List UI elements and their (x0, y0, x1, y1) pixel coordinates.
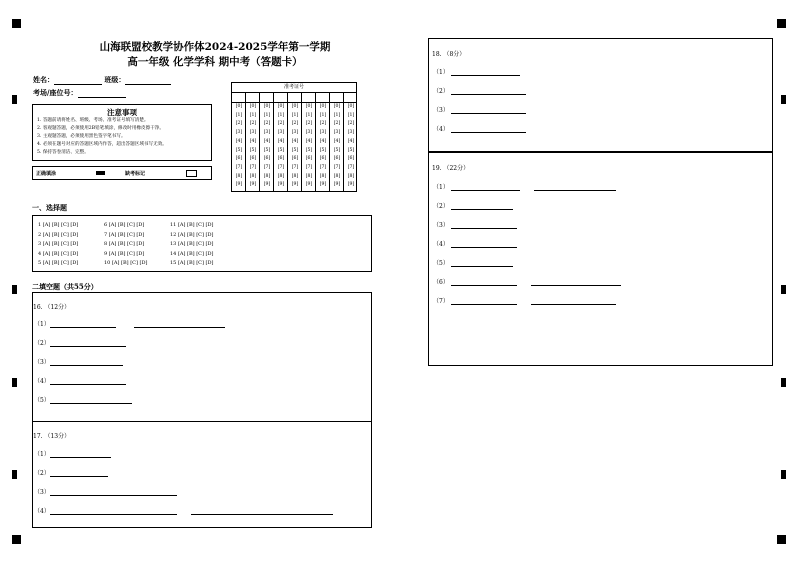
exam-number-digit[interactable]: [2] (249, 121, 257, 127)
exam-number-digit[interactable]: [5] (305, 147, 313, 153)
mc-question-3[interactable] (38, 241, 78, 247)
q19-answer-blank[interactable] (451, 228, 517, 229)
q17-answer-blank[interactable] (50, 495, 177, 496)
notes-line-3: 3. 主观题答题，必须使用黑色签字笔书写。 (37, 134, 126, 139)
mc-options[interactable]: [A] [B] [C] [D] (108, 222, 145, 228)
seat-label: 考场/座位号： (33, 88, 78, 97)
class-blank[interactable] (125, 77, 171, 85)
q19-answer-blank[interactable] (451, 190, 520, 191)
mc-options[interactable]: [A] [B] [C] [D] (177, 222, 214, 228)
mc-question-number: 7 (104, 231, 109, 238)
q17-part-label: （1） (34, 451, 50, 458)
exam-number-digit[interactable]: [2] (277, 121, 285, 127)
q17-part-label: （2） (34, 470, 50, 477)
exam-number-digit[interactable]: [8] (249, 173, 257, 179)
q17-answer-blank[interactable] (50, 476, 108, 477)
exam-number-column (330, 92, 344, 102)
mc-options[interactable]: [A] [B] [C] [D] (42, 231, 79, 238)
mc-options[interactable]: [A] [B] [C] [D] (111, 260, 148, 267)
exam-number-digit[interactable]: [0] (277, 104, 285, 109)
q19-part-label: （5） (433, 260, 449, 267)
exam-number-digit[interactable]: [3] (291, 130, 299, 136)
mc-question-15[interactable] (170, 260, 213, 266)
exam-number-label: 准考证号 (232, 83, 356, 93)
exam-number-digit[interactable]: [8] (277, 173, 285, 179)
exam-number-digit[interactable]: [4] (347, 138, 355, 144)
corner-mark-top-right (777, 19, 786, 28)
exam-number-digit[interactable]: [6] (347, 156, 355, 162)
q19-answer-blank[interactable] (451, 247, 517, 248)
exam-number-grid[interactable] (231, 82, 357, 192)
notes-line-1: 1. 答题前请将姓名、班级、考场、准考证号填写清楚。 (37, 118, 149, 123)
exam-number-digit[interactable]: [1] (263, 112, 271, 118)
exam-number-digit[interactable]: [0] (319, 104, 327, 109)
exam-number-column (274, 92, 288, 102)
mc-options[interactable]: [A] [B] [C] [D] (108, 231, 145, 238)
fill-example-box (32, 166, 212, 180)
exam-number-digit[interactable]: [3] (263, 130, 271, 136)
exam-number-digit[interactable]: [5] (263, 147, 271, 153)
exam-number-column (302, 92, 316, 102)
exam-number-digit[interactable]: [3] (347, 130, 355, 136)
exam-number-digit[interactable]: [5] (235, 147, 243, 153)
q19-part-label: （3） (433, 222, 449, 229)
name-blank[interactable] (54, 77, 102, 85)
exam-number-digit[interactable]: [1] (319, 112, 327, 118)
exam-number-digit[interactable]: [3] (235, 130, 243, 136)
exam-number-write-row-divider (232, 102, 356, 103)
q16-part-label: （3） (34, 359, 50, 366)
q16-answer-blank[interactable] (50, 327, 116, 328)
mc-question-7[interactable] (104, 232, 144, 238)
side-mark-left-4 (12, 470, 17, 479)
page-subtitle: 高一年级 化学学科 期中考（答题卡） (127, 56, 303, 68)
q19-box (428, 152, 773, 366)
exam-number-digit[interactable]: [6] (249, 156, 257, 162)
side-mark-left-2 (12, 285, 17, 294)
absent-mark-box[interactable] (186, 170, 197, 177)
exam-number-digit[interactable]: [0] (305, 104, 313, 109)
mc-question-number: 13 (170, 241, 178, 248)
q16-answer-blank[interactable] (50, 365, 123, 366)
exam-number-column (246, 92, 260, 102)
mc-question-10[interactable] (104, 260, 147, 266)
exam-number-digit[interactable]: [6] (319, 156, 327, 162)
exam-number-digit[interactable]: [2] (291, 121, 299, 127)
q19-part-label: （2） (433, 203, 449, 210)
exam-number-digit[interactable]: [9] (305, 182, 313, 188)
exam-number-digit[interactable]: [5] (249, 147, 257, 153)
seat-blank[interactable] (78, 90, 126, 98)
exam-number-digit[interactable]: [8] (333, 173, 341, 179)
q18-answer-blank[interactable] (451, 132, 526, 133)
exam-number-digit[interactable]: [6] (305, 156, 313, 162)
exam-number-digit[interactable]: [7] (235, 164, 243, 170)
q19-answer-blank[interactable] (451, 304, 517, 305)
exam-number-digit[interactable]: [3] (277, 130, 285, 136)
q19-answer-blank[interactable] (451, 285, 517, 286)
exam-number-digit[interactable]: [0] (333, 104, 341, 109)
mc-question-number: 4 (38, 250, 43, 257)
exam-number-digit[interactable]: [8] (263, 173, 271, 179)
section1-title: 一、选择题 (32, 203, 67, 212)
q17-part-label: （3） (34, 489, 50, 496)
exam-number-digit[interactable]: [6] (235, 156, 243, 162)
exam-number-digit[interactable]: [5] (333, 147, 341, 153)
exam-number-digit[interactable]: [4] (249, 138, 257, 144)
mc-options[interactable]: [A] [B] [C] [D] (108, 241, 145, 248)
q18-part-label: （1） (433, 69, 449, 76)
q16-title: 16. （12分） (33, 304, 71, 311)
q16-answer-blank[interactable] (50, 346, 126, 347)
q19-title: 19. （22分） (432, 165, 470, 172)
mc-answer-box[interactable] (32, 215, 372, 272)
absent-mark-label: 缺考标记 (125, 171, 146, 177)
mc-question-6[interactable] (104, 222, 144, 228)
exam-number-digit[interactable]: [7] (249, 164, 257, 170)
side-mark-right-1 (781, 95, 786, 104)
mc-question-11[interactable] (170, 222, 213, 228)
corner-mark-bottom-left (12, 535, 21, 544)
notes-title: 注意事项 (107, 108, 137, 117)
exam-number-digit[interactable]: [1] (347, 112, 355, 118)
exam-number-digit[interactable]: [9] (347, 182, 355, 188)
exam-number-digit[interactable]: [1] (249, 112, 257, 118)
q17-title: 17. （13分） (33, 433, 71, 440)
q19-answer-blank[interactable] (451, 209, 513, 210)
exam-number-digit[interactable]: [2] (333, 121, 341, 127)
exam-number-digit[interactable]: [6] (277, 156, 285, 162)
exam-number-digit[interactable]: [7] (291, 164, 299, 170)
exam-number-digit[interactable]: [4] (305, 138, 313, 144)
exam-number-digit[interactable]: [3] (249, 130, 257, 136)
section2-title: 二填空题（共55分） (32, 282, 98, 291)
exam-number-digit[interactable]: [1] (291, 112, 299, 118)
exam-number-digit[interactable]: [0] (347, 104, 355, 109)
side-mark-right-2 (781, 285, 786, 294)
exam-number-digit[interactable]: [9] (249, 182, 257, 188)
mc-question-5[interactable] (38, 260, 78, 266)
exam-number-digit[interactable]: [4] (319, 138, 327, 144)
exam-number-column (344, 92, 358, 102)
side-mark-left-1 (12, 95, 17, 104)
exam-number-digit[interactable]: [9] (277, 182, 285, 188)
side-mark-left-3 (12, 378, 17, 387)
mc-question-number: 14 (170, 250, 178, 257)
exam-number-digit[interactable]: [9] (291, 182, 299, 188)
exam-number-digit[interactable]: [4] (263, 138, 271, 144)
exam-number-digit[interactable]: [4] (333, 138, 341, 144)
exam-number-digit[interactable]: [8] (235, 173, 243, 179)
exam-number-digit[interactable]: [5] (291, 147, 299, 153)
q16-part-label: （2） (34, 340, 50, 347)
notes-line-2: 2. 客观题答题，必须使用2B铅笔填涂，修改时用橡皮擦干净。 (37, 126, 164, 131)
mc-question-number: 3 (38, 241, 43, 248)
exam-number-column (288, 92, 302, 102)
q19-part-label: （6） (433, 279, 449, 286)
side-mark-right-4 (781, 470, 786, 479)
correct-fill-sample (96, 171, 105, 175)
exam-number-digit[interactable]: [7] (319, 164, 327, 170)
mc-question-8[interactable] (104, 241, 144, 247)
mc-question-12[interactable] (170, 232, 213, 238)
mc-question-number: 8 (104, 241, 109, 248)
q19-part-label: （7） (433, 298, 449, 305)
seat-field[interactable] (33, 88, 126, 98)
exam-number-digit[interactable]: [2] (319, 121, 327, 127)
exam-number-digit[interactable]: [2] (263, 121, 271, 127)
exam-number-digit[interactable]: [3] (333, 130, 341, 136)
corner-mark-bottom-right (777, 535, 786, 544)
exam-number-digit[interactable]: [9] (319, 182, 327, 188)
q16-part-label: （4） (34, 378, 50, 385)
mc-question-number: 5 (38, 260, 43, 267)
mc-question-number: 15 (170, 260, 178, 267)
q17-answer-blank[interactable] (50, 514, 177, 515)
notes-line-5: 5. 保持答卷清洁、完整。 (37, 150, 89, 155)
mc-question-number: 12 (170, 231, 178, 238)
exam-number-digit[interactable]: [1] (333, 112, 341, 118)
q16-part-label: （5） (34, 397, 50, 404)
q19-answer-blank[interactable] (534, 190, 616, 191)
mc-options[interactable]: [A] [B] [C] [D] (177, 241, 214, 248)
exam-number-digit[interactable]: [7] (277, 164, 285, 170)
q18-part-label: （2） (433, 88, 449, 95)
exam-number-digit[interactable]: [1] (277, 112, 285, 118)
exam-number-digit[interactable]: [9] (333, 182, 341, 188)
exam-number-digit[interactable]: [6] (291, 156, 299, 162)
q19-answer-blank[interactable] (451, 266, 513, 267)
exam-number-column (232, 92, 246, 102)
mc-question-number: 1 (38, 222, 43, 228)
exam-number-digit[interactable]: [0] (249, 104, 257, 109)
exam-number-digit[interactable]: [5] (319, 147, 327, 153)
mc-question-14[interactable] (170, 251, 213, 257)
exam-number-digit[interactable]: [8] (319, 173, 327, 179)
mc-question-2[interactable] (38, 232, 78, 238)
exam-number-digit[interactable]: [3] (305, 130, 313, 136)
exam-number-digit[interactable]: [4] (291, 138, 299, 144)
mc-question-number: 6 (104, 222, 109, 228)
mc-question-4[interactable] (38, 251, 78, 257)
exam-number-column (260, 92, 274, 102)
exam-number-column (316, 92, 330, 102)
mc-options[interactable]: [A] [B] [C] [D] (42, 260, 79, 267)
exam-number-digit[interactable]: [0] (291, 104, 299, 109)
exam-number-digit[interactable]: [4] (277, 138, 285, 144)
exam-number-digit[interactable]: [1] (235, 112, 243, 118)
exam-number-digit[interactable]: [0] (235, 104, 243, 109)
mc-question-13[interactable] (170, 241, 213, 247)
name-label: 姓名： (33, 75, 54, 84)
mc-options[interactable]: [A] [B] [C] [D] (42, 250, 79, 257)
exam-number-digit[interactable]: [7] (347, 164, 355, 170)
page-title: 山海联盟校教学协作体2024-2025学年第一学期 (99, 41, 331, 53)
mc-options[interactable]: [A] [B] [C] [D] (177, 260, 214, 267)
q18-part-label: （4） (433, 126, 449, 133)
q16-q17-divider (33, 421, 371, 422)
q18-box (428, 38, 773, 152)
exam-number-digit[interactable]: [7] (305, 164, 313, 170)
q17-part-label: （4） (34, 508, 50, 515)
notes-box (32, 104, 212, 161)
exam-number-digit[interactable]: [6] (333, 156, 341, 162)
q18-answer-blank[interactable] (451, 113, 526, 114)
q16-answer-blank[interactable] (50, 384, 126, 385)
mc-question-number: 9 (104, 250, 109, 257)
exam-number-digit[interactable]: [9] (263, 182, 271, 188)
q19-answer-blank[interactable] (531, 285, 621, 286)
q18-part-label: （3） (433, 107, 449, 114)
exam-number-digit[interactable]: [7] (333, 164, 341, 170)
q18-answer-blank[interactable] (451, 75, 520, 76)
exam-number-digit[interactable]: [1] (305, 112, 313, 118)
exam-number-digit[interactable]: [9] (235, 182, 243, 188)
q16-part-label: （1） (34, 321, 50, 328)
q16-answer-blank[interactable] (134, 327, 225, 328)
exam-number-digit[interactable]: [8] (291, 173, 299, 179)
mc-question-number: 2 (38, 231, 43, 238)
q16-answer-blank[interactable] (50, 403, 132, 404)
exam-number-digit[interactable]: [4] (235, 138, 243, 144)
q19-answer-blank[interactable] (531, 304, 616, 305)
q18-answer-blank[interactable] (451, 94, 526, 95)
q18-title: 18. （8分） (432, 51, 466, 58)
q19-part-label: （1） (433, 184, 449, 191)
exam-number-digit[interactable]: [2] (235, 121, 243, 127)
corner-mark-top-left (12, 19, 21, 28)
mc-options[interactable]: [A] [B] [C] [D] (177, 250, 214, 257)
exam-number-digit[interactable]: [3] (319, 130, 327, 136)
q17-answer-blank[interactable] (50, 457, 111, 458)
mc-question-9[interactable] (104, 251, 144, 257)
side-mark-right-3 (781, 378, 786, 387)
exam-number-digit[interactable]: [8] (305, 173, 313, 179)
mc-options[interactable]: [A] [B] [C] [D] (108, 250, 145, 257)
mc-question-number: 10 (104, 260, 112, 267)
exam-number-digit[interactable]: [2] (347, 121, 355, 127)
mc-question-number: 11 (170, 222, 178, 228)
exam-number-digit[interactable]: [8] (347, 173, 355, 179)
mc-options[interactable]: [A] [B] [C] [D] (42, 222, 79, 228)
exam-number-digit[interactable]: [5] (277, 147, 285, 153)
name-field[interactable] (33, 75, 171, 85)
exam-number-digit[interactable]: [7] (263, 164, 271, 170)
exam-number-digit[interactable]: [0] (263, 104, 271, 109)
mc-options[interactable]: [A] [B] [C] [D] (177, 231, 214, 238)
q19-part-label: （4） (433, 241, 449, 248)
mc-options[interactable]: [A] [B] [C] [D] (42, 241, 79, 248)
exam-number-digit[interactable]: [2] (305, 121, 313, 127)
correct-fill-label: 正确填涂 (36, 171, 57, 177)
class-label: 班级： (104, 75, 126, 84)
exam-number-digit[interactable]: [6] (263, 156, 271, 162)
mc-question-1[interactable] (38, 222, 78, 228)
exam-number-digit[interactable]: [5] (347, 147, 355, 153)
q17-answer-blank[interactable] (191, 514, 333, 515)
notes-line-4: 4. 必须在题号对应的答题区域内作答，超出答题区域书写无效。 (37, 142, 167, 147)
